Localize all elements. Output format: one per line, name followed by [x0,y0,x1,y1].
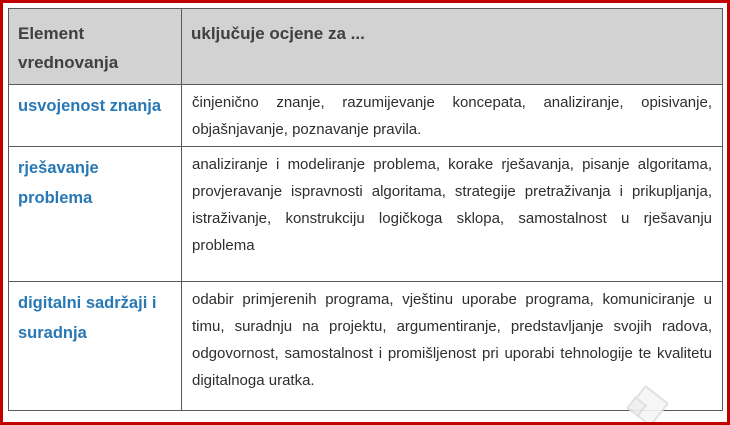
table-row [9,85,723,147]
table-row [9,147,723,282]
description-rjesavanje-problema: analiziranje i modeliranje problema, korake rješavanja, pisanje algoritama, provjeravanje ispravnosti algoritama, strategije pretraživanja i prikupljanja, istraživanje, konstrukciju logičkoga sklopa, samostalnost u rješavanju problema [182,147,723,282]
header-element-vrednovanja: Element vrednovanja [9,9,182,85]
element-label-rjesavanje-problema: rješavanje problema [9,147,182,282]
table-header-row [9,9,723,85]
element-label-usvojenost-znanja: usvojenost znanja [9,85,182,147]
table-row [9,282,723,411]
description-usvojenost-znanja: činjenično znanje, razumijevanje koncepata, analiziranje, opisivanje, objašnjavanje, poznavanje pravila. [182,85,723,147]
evaluation-table [8,8,723,411]
description-digitalni-sadrzaji: odabir primjerenih programa, vještinu uporabe programa, komuniciranje u timu, suradnju na projektu, argumentiranje, predstavljanje svojih radova, odgovornost, samostalnost i promišljenost pri uporabi tehnologije te kvalitetu digitalnoga uratka. [182,282,723,411]
header-ukljucuje-ocjene: uključuje ocjene za ... [182,9,723,85]
element-label-digitalni-sadrzaji: digitalni sadržaji i suradnja [9,282,182,411]
